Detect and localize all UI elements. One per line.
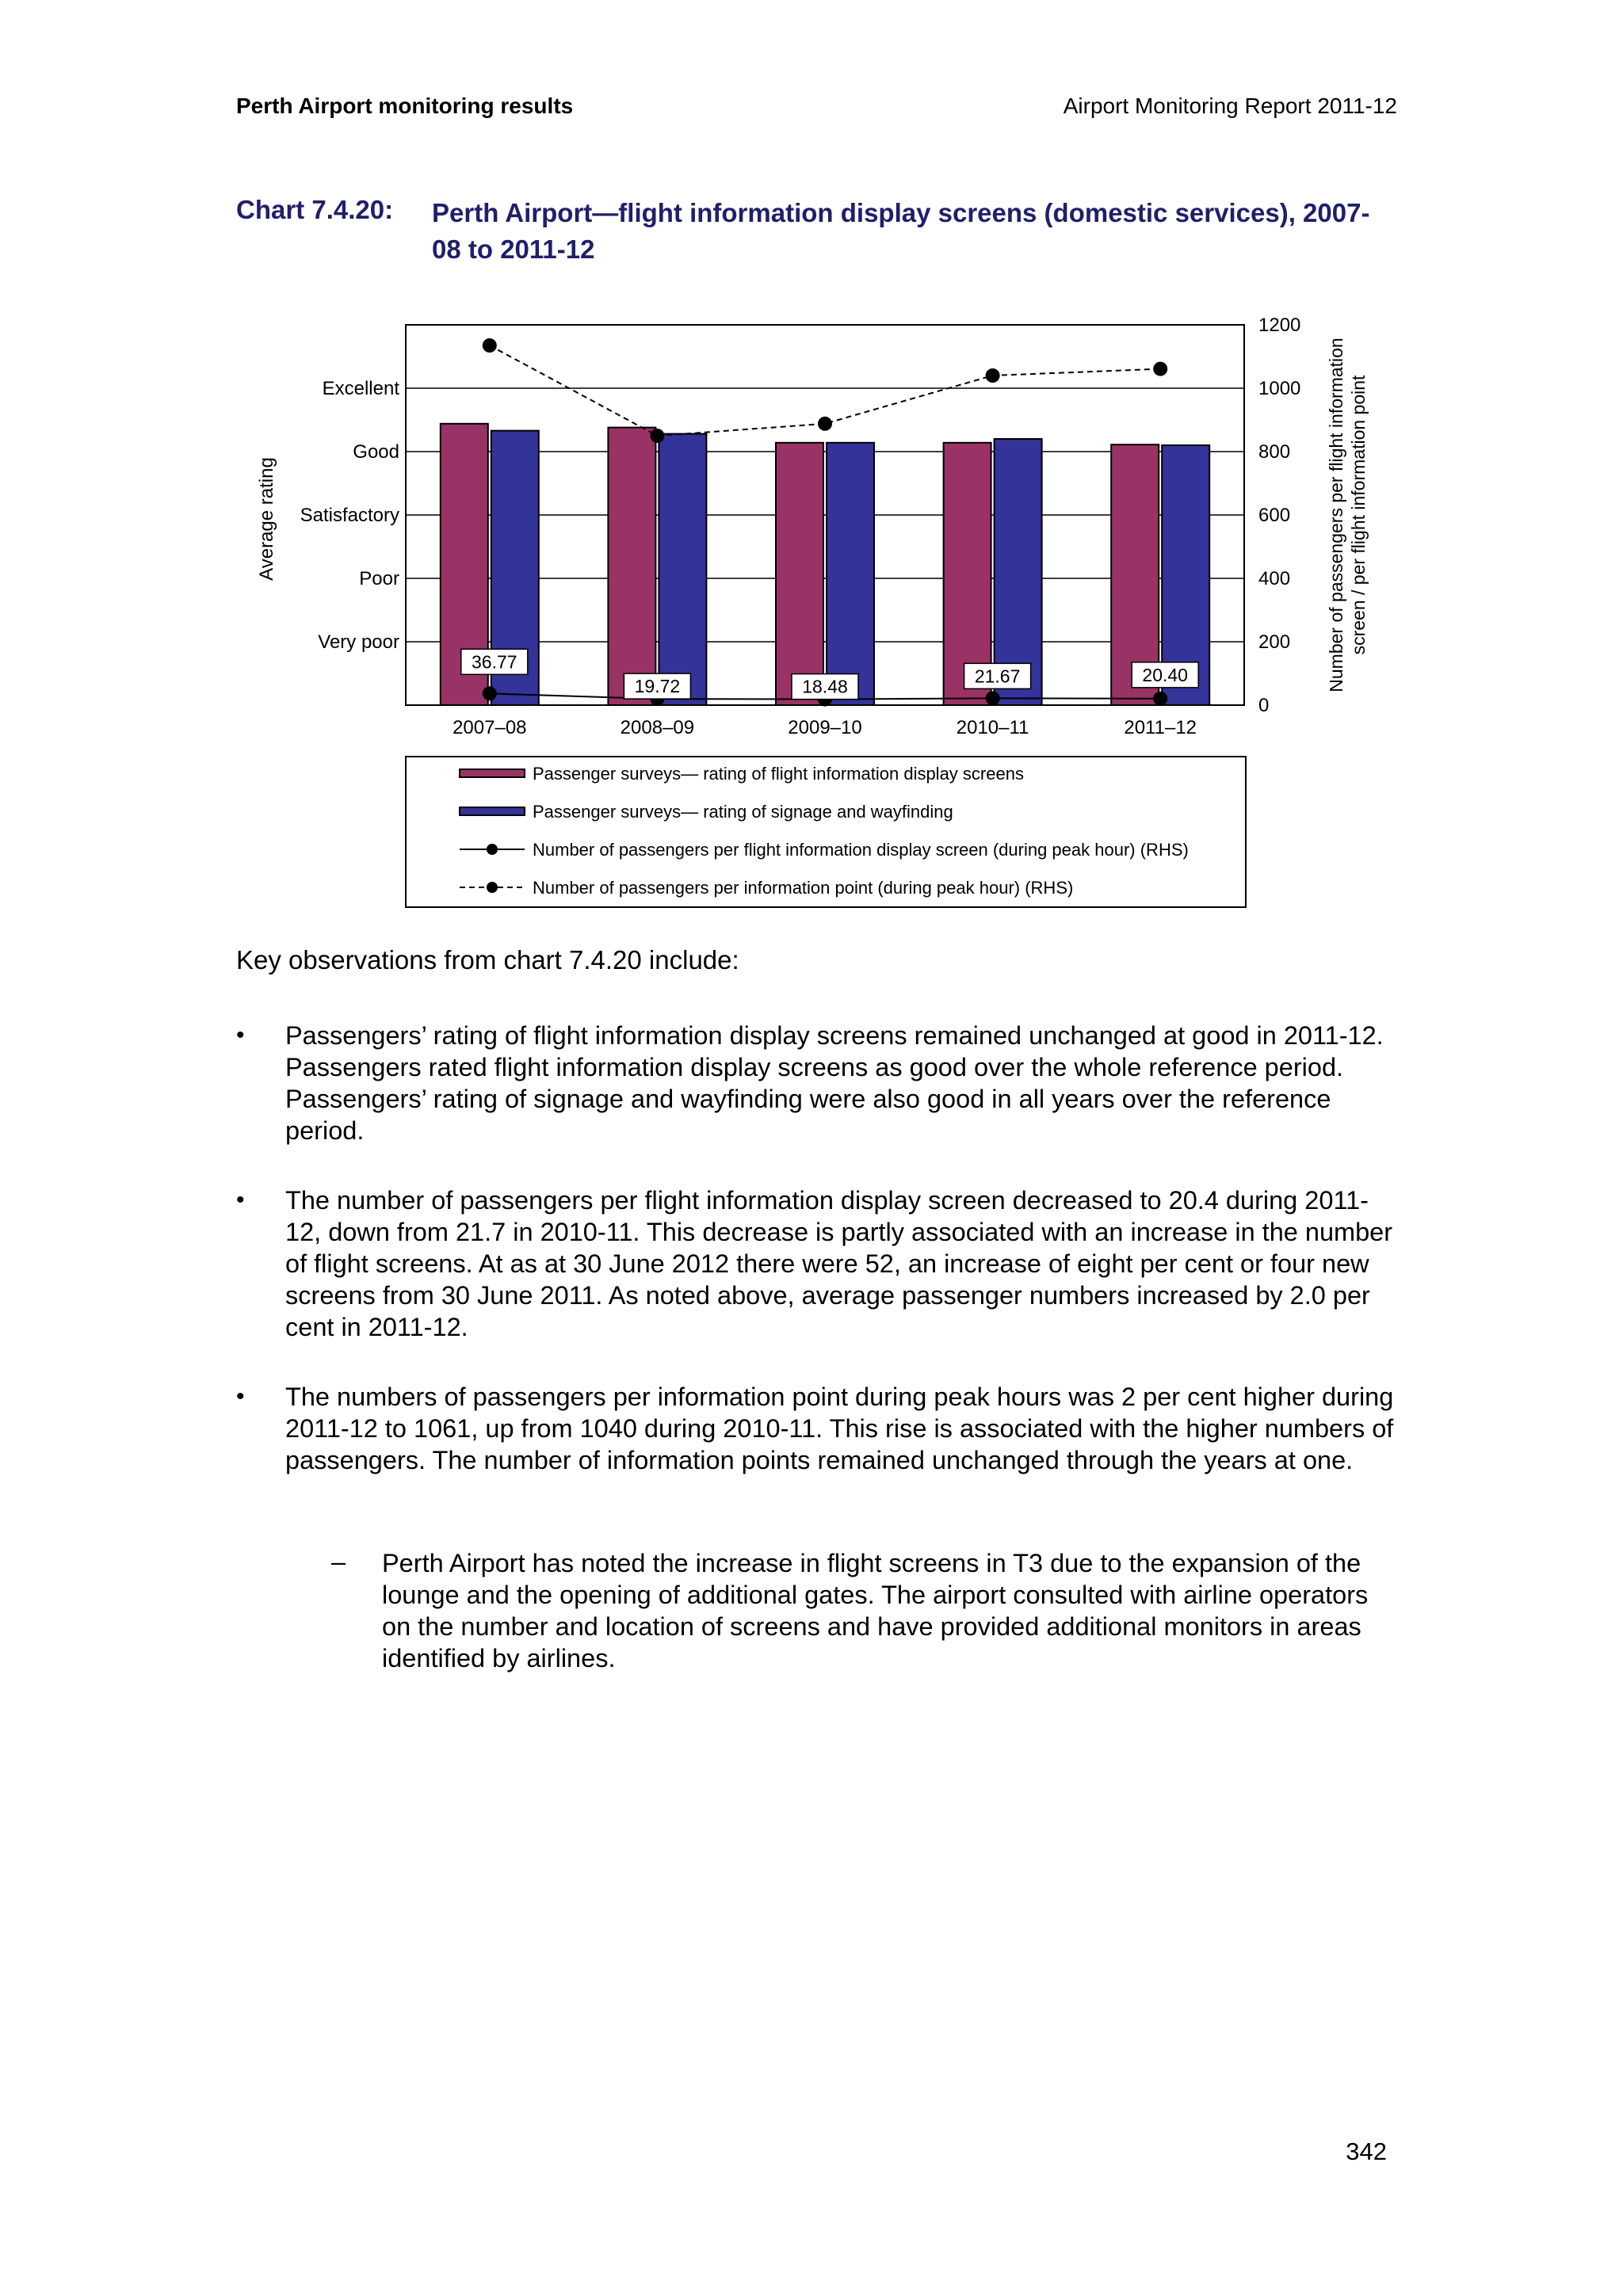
bars xyxy=(441,424,1209,705)
x-tick-label: 2010–11 xyxy=(956,717,1029,738)
observation-text: Passengers’ rating of flight information display screens remained unchanged at good in 2011-12. Passengers rated flight information display screens as good over the whole reference period. Passengers’ rating of signage and wayfinding were also good in all years over the reference period. xyxy=(285,1021,1384,1145)
line-marker xyxy=(986,691,1000,705)
legend-label: Passenger surveys— rating of flight information display screens xyxy=(533,764,1024,784)
legend-marker xyxy=(487,844,498,855)
sub-observation-text: Perth Airport has noted the increase in flight screens in T3 due to the expansion of the lounge and the opening of additional gates. The airport consulted with airline operators on the number and location of screens and have provided additional monitors in areas identified by airlines. xyxy=(382,1549,1369,1672)
data-label: 18.48 xyxy=(802,676,848,697)
bullet-symbol: • xyxy=(236,1022,245,1048)
bullet-symbol: • xyxy=(236,1187,245,1213)
legend-label: Passenger surveys— rating of signage and wayfinding xyxy=(533,802,953,822)
left-tick-label: Very poor xyxy=(318,631,399,653)
legend-label: Number of passengers per flight information display screen (during peak hour) (RHS) xyxy=(533,840,1189,860)
line-marker xyxy=(986,368,1000,383)
x-axis-ticks xyxy=(453,717,1197,738)
observation-text: The number of passengers per flight information display screen decreased to 20.4 during 2011-12, down from 21.7 in 2010-11. This decrease is partly associated with an increase in the number of flight screens. At as at 30 June 2012 there were 52, an increase of eight per cent or four new screens from 30 June 2011. As noted above, average passenger numbers increased by 2.0 per cent in 2011-12. xyxy=(285,1186,1393,1341)
left-tick-label: Excellent xyxy=(322,378,399,399)
data-label: 20.40 xyxy=(1142,664,1188,685)
header-report-title: Airport Monitoring Report 2011-12 xyxy=(1063,93,1397,118)
chart-title: Perth Airport—flight information display screens (domestic services), 2007-08 to 2011-12 xyxy=(432,198,1370,264)
right-axis-label-line2: screen / per flight information point xyxy=(1348,375,1369,655)
line-marker xyxy=(483,686,497,700)
legend-label: Number of passengers per information point (during peak hour) (RHS) xyxy=(533,878,1074,898)
x-tick-label: 2007–08 xyxy=(453,717,527,738)
bullet-symbol: • xyxy=(236,1383,245,1409)
bar xyxy=(827,443,874,705)
legend-swatch xyxy=(460,769,525,777)
left-axis-ticks xyxy=(300,378,400,653)
line-marker xyxy=(483,338,497,353)
dash-symbol: – xyxy=(331,1547,346,1576)
right-tick-label: 800 xyxy=(1258,441,1291,463)
data-label: 19.72 xyxy=(634,676,681,697)
bar xyxy=(608,428,655,705)
header-section-title: Perth Airport monitoring results xyxy=(236,93,574,118)
lines xyxy=(490,345,1160,700)
bar xyxy=(776,443,823,705)
bar xyxy=(659,434,706,705)
left-tick-label: Satisfactory xyxy=(300,505,399,526)
right-tick-label: 400 xyxy=(1258,568,1291,589)
line-marker xyxy=(1153,692,1167,706)
data-label: 36.77 xyxy=(472,651,517,673)
legend-marker xyxy=(487,882,498,893)
left-axis-label: Average rating xyxy=(256,457,277,581)
markers xyxy=(483,338,1167,707)
observation-text: The numbers of passengers per information point during peak hours was 2 per cent higher during 2011-12 to 1061, up from 1040 during 2010-11. This rise is associated with the higher numbers of passengers. The number of information points remained unchanged through the years at one. xyxy=(285,1383,1394,1474)
line-marker xyxy=(650,429,664,443)
right-axis-ticks xyxy=(1258,315,1300,716)
page-number: 342 xyxy=(1346,2138,1387,2165)
data-label: 21.67 xyxy=(974,666,1021,687)
chart-number: Chart 7.4.20: xyxy=(236,195,394,224)
right-tick-label: 600 xyxy=(1258,505,1291,526)
x-tick-label: 2011–12 xyxy=(1124,717,1197,738)
line-marker xyxy=(1153,362,1167,376)
right-axis-label-line1: Number of passengers per flight information xyxy=(1326,338,1346,692)
legend-swatch xyxy=(460,807,525,815)
left-tick-label: Good xyxy=(353,441,399,463)
line-marker xyxy=(818,417,832,431)
right-tick-label: 1000 xyxy=(1258,378,1301,399)
right-tick-label: 0 xyxy=(1258,695,1270,716)
x-tick-label: 2009–10 xyxy=(788,717,862,738)
right-tick-label: 200 xyxy=(1258,631,1291,653)
right-tick-label: 1200 xyxy=(1258,315,1301,336)
x-tick-label: 2008–09 xyxy=(620,717,695,738)
left-tick-label: Poor xyxy=(359,568,399,589)
observations-intro: Key observations from chart 7.4.20 include: xyxy=(236,945,739,974)
chart xyxy=(0,0,1623,935)
